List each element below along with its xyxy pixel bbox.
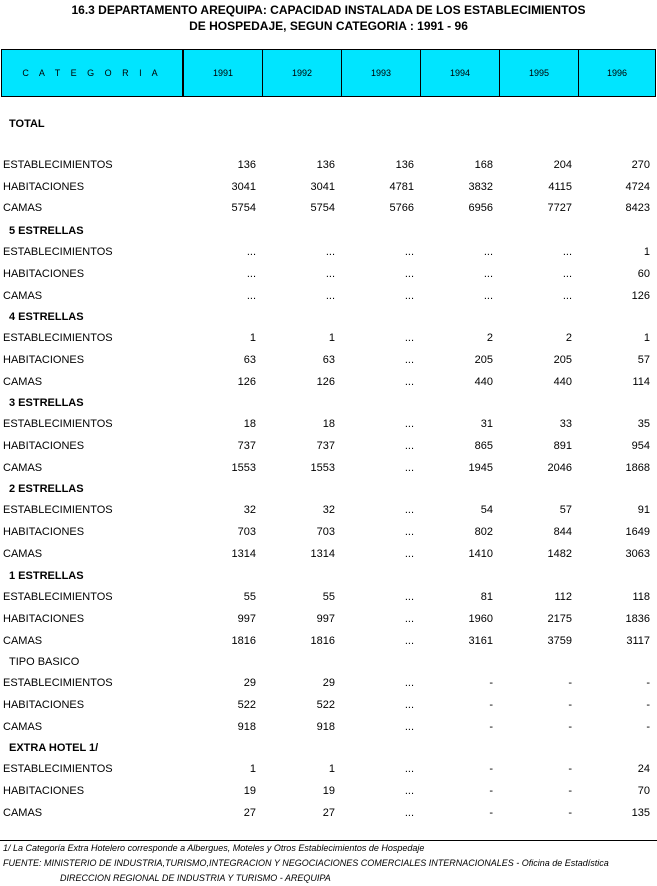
cell-value-1994: 1945	[468, 462, 493, 474]
cell-value-1993: ...	[404, 613, 414, 625]
cell-value-1991: 1	[249, 763, 256, 775]
table-row	[0, 502, 657, 518]
cell-value-1992: 18	[322, 418, 335, 430]
cell-value-1992: 5754	[310, 202, 335, 214]
cell-value-1995: 1482	[547, 548, 572, 560]
cell-value-1993: ...	[404, 635, 414, 647]
cell-value-1991: 3041	[231, 181, 256, 193]
cell-value-1996: 118	[632, 591, 650, 603]
cell-value-1992: 1314	[310, 548, 335, 560]
header-year-1995: 1995	[500, 50, 579, 96]
cell-value-1994: 1960	[468, 613, 493, 625]
row-label: CAMAS	[3, 462, 43, 474]
cell-value-1995: 33	[559, 418, 572, 430]
cell-value-1996: 126	[631, 290, 650, 302]
cell-value-1996: -	[646, 699, 650, 711]
cell-value-1996: -	[646, 677, 650, 689]
cell-value-1995: 7727	[547, 202, 572, 214]
table-row	[0, 783, 657, 799]
cell-value-1994: 31	[480, 418, 493, 430]
table-row	[0, 266, 657, 282]
cell-value-1995: 4115	[548, 181, 572, 193]
cell-value-1992: 703	[316, 526, 335, 538]
table-row	[0, 460, 657, 476]
cell-value-1992: 1816	[310, 635, 335, 647]
cell-value-1996: 270	[631, 159, 650, 171]
table-row	[0, 200, 657, 216]
header-year-1994: 1994	[421, 50, 500, 96]
cell-value-1992: ...	[325, 246, 335, 258]
cell-value-1996: 1649	[625, 526, 650, 538]
cell-value-1996: 70	[637, 785, 650, 797]
cell-value-1995: ...	[562, 290, 572, 302]
cell-value-1995: 891	[553, 440, 572, 452]
cell-value-1994: 2	[486, 332, 493, 344]
cell-value-1995: 204	[553, 159, 572, 171]
cell-value-1995: ...	[562, 268, 572, 280]
row-label: ESTABLECIMIENTOS	[3, 246, 113, 258]
cell-value-1994: 205	[474, 354, 493, 366]
cell-value-1993: ...	[404, 763, 414, 775]
table-row	[0, 179, 657, 195]
row-label: CAMAS	[3, 548, 43, 560]
cell-value-1995: -	[568, 721, 572, 733]
cell-value-1992: 136	[316, 159, 335, 171]
cell-value-1991: 703	[237, 526, 256, 538]
cell-value-1993: ...	[404, 591, 414, 603]
cell-value-1995: 844	[553, 526, 572, 538]
cell-value-1991: 29	[243, 677, 256, 689]
cell-value-1996: 954	[631, 440, 650, 452]
cell-value-1992: 63	[322, 354, 335, 366]
cell-value-1993: ...	[404, 332, 414, 344]
footnote: 1/ La Categoría Extra Hotelero corresponde a Albergues, Moteles y Otros Establecimientos de Hospedaje	[3, 843, 425, 853]
cell-value-1992: 997	[316, 613, 335, 625]
table-row	[0, 330, 657, 346]
cell-value-1994: 3161	[468, 635, 493, 647]
cell-value-1994: 802	[474, 526, 493, 538]
cell-value-1993: ...	[404, 354, 414, 366]
table-row	[0, 805, 657, 821]
cell-value-1994: -	[489, 699, 493, 711]
section-heading: EXTRA HOTEL 1/	[9, 742, 99, 754]
cell-value-1993: ...	[404, 418, 414, 430]
table-row	[0, 761, 657, 777]
row-label: ESTABLECIMIENTOS	[3, 677, 113, 689]
cell-value-1995: 440	[553, 376, 572, 388]
cell-value-1994: ...	[483, 246, 493, 258]
cell-value-1996: 114	[632, 376, 650, 388]
table-row	[0, 524, 657, 540]
cell-value-1992: 27	[322, 807, 335, 819]
cell-value-1992: ...	[325, 290, 335, 302]
row-label: HABITACIONES	[3, 268, 85, 280]
cell-value-1996: 35	[637, 418, 650, 430]
row-label: CAMAS	[3, 376, 43, 388]
cell-value-1994: -	[489, 677, 493, 689]
table-row	[0, 675, 657, 691]
cell-value-1992: 1	[328, 763, 335, 775]
header-year-1993: 1993	[342, 50, 421, 96]
cell-value-1991: 522	[237, 699, 256, 711]
cell-value-1992: 55	[322, 591, 335, 603]
cell-value-1993: ...	[404, 440, 414, 452]
cell-value-1991: 18	[243, 418, 256, 430]
cell-value-1994: 865	[474, 440, 493, 452]
cell-value-1993: ...	[404, 785, 414, 797]
row-label: CAMAS	[3, 807, 43, 819]
section-heading: 5 ESTRELLAS	[9, 225, 84, 237]
cell-value-1995: -	[568, 785, 572, 797]
cell-value-1993: ...	[404, 807, 414, 819]
row-label: HABITACIONES	[3, 785, 85, 797]
section-heading: TIPO BASICO	[9, 656, 80, 668]
cell-value-1993: 4781	[389, 181, 414, 193]
table-row	[0, 633, 657, 649]
cell-value-1992: 32	[322, 504, 335, 516]
cell-value-1996: 1	[643, 332, 650, 344]
header-category: C A T E G O R I A	[2, 50, 184, 96]
cell-value-1996: 57	[637, 354, 650, 366]
cell-value-1993: ...	[404, 526, 414, 538]
cell-value-1991: 1816	[231, 635, 256, 647]
table-row	[0, 697, 657, 713]
cell-value-1991: 918	[237, 721, 256, 733]
cell-value-1996: 3117	[626, 635, 650, 647]
cell-value-1994: -	[489, 807, 493, 819]
source-line-2: DIRECCION REGIONAL DE INDUSTRIA Y TURISMO - AREQUIPA	[60, 873, 331, 883]
table-row	[0, 416, 657, 432]
cell-value-1995: 57	[559, 504, 572, 516]
footer-divider	[0, 840, 657, 841]
cell-value-1996: 3063	[625, 548, 650, 560]
cell-value-1991: 1553	[231, 462, 256, 474]
cell-value-1991: 19	[243, 785, 256, 797]
cell-value-1993: ...	[404, 721, 414, 733]
cell-value-1993: ...	[404, 462, 414, 474]
cell-value-1995: 3759	[547, 635, 572, 647]
cell-value-1991: 5754	[231, 202, 256, 214]
cell-value-1992: 1553	[310, 462, 335, 474]
row-label: ESTABLECIMIENTOS	[3, 763, 113, 775]
cell-value-1994: -	[489, 721, 493, 733]
section-heading: TOTAL	[9, 118, 45, 130]
cell-value-1991: 1	[249, 332, 256, 344]
cell-value-1995: 2046	[547, 462, 572, 474]
cell-value-1995: -	[568, 807, 572, 819]
table-row	[0, 374, 657, 390]
table-row	[0, 719, 657, 735]
cell-value-1991: 27	[243, 807, 256, 819]
table-row	[0, 438, 657, 454]
cell-value-1993: ...	[404, 548, 414, 560]
row-label: CAMAS	[3, 202, 43, 214]
cell-value-1996: 135	[631, 807, 650, 819]
cell-value-1991: 1314	[231, 548, 256, 560]
cell-value-1995: -	[568, 763, 572, 775]
cell-value-1992: 29	[322, 677, 335, 689]
cell-value-1996: 8423	[625, 202, 650, 214]
table-row	[0, 589, 657, 605]
cell-value-1991: 55	[243, 591, 256, 603]
cell-value-1994: 1410	[468, 548, 493, 560]
row-label: ESTABLECIMIENTOS	[3, 504, 113, 516]
cell-value-1995: ...	[562, 246, 572, 258]
cell-value-1991: 136	[237, 159, 256, 171]
cell-value-1993: ...	[404, 376, 414, 388]
row-label: ESTABLECIMIENTOS	[3, 418, 113, 430]
cell-value-1992: 522	[316, 699, 335, 711]
table-row	[0, 157, 657, 173]
cell-value-1991: 126	[237, 376, 256, 388]
cell-value-1994: ...	[483, 290, 493, 302]
cell-value-1991: ...	[246, 246, 256, 258]
cell-value-1993: ...	[404, 699, 414, 711]
cell-value-1993: ...	[404, 290, 414, 302]
table-row	[0, 546, 657, 562]
cell-value-1994: 440	[474, 376, 493, 388]
cell-value-1996: 91	[637, 504, 650, 516]
row-label: ESTABLECIMIENTOS	[3, 591, 113, 603]
row-label: CAMAS	[3, 721, 43, 733]
cell-value-1992: 1	[328, 332, 335, 344]
table-title-line-2: DE HOSPEDAJE, SEGUN CATEGORIA : 1991 - 96	[189, 19, 468, 33]
cell-value-1996: 24	[637, 763, 650, 775]
cell-value-1991: 737	[237, 440, 256, 452]
cell-value-1996: 1	[643, 246, 650, 258]
row-label: HABITACIONES	[3, 181, 85, 193]
cell-value-1992: 737	[316, 440, 335, 452]
cell-value-1993: ...	[404, 268, 414, 280]
cell-value-1992: 3041	[310, 181, 335, 193]
cell-value-1992: 126	[316, 376, 335, 388]
cell-value-1991: 32	[243, 504, 256, 516]
cell-value-1991: 997	[237, 613, 256, 625]
cell-value-1993: ...	[404, 246, 414, 258]
section-heading: 3 ESTRELLAS	[9, 397, 84, 409]
cell-value-1994: 54	[480, 504, 493, 516]
cell-value-1995: -	[568, 699, 572, 711]
cell-value-1993: 136	[395, 159, 414, 171]
cell-value-1993: ...	[404, 504, 414, 516]
table-row	[0, 352, 657, 368]
table-title-line-1: 16.3 DEPARTAMENTO AREQUIPA: CAPACIDAD INSTALADA DE LOS ESTABLECIMIENTOS	[71, 3, 586, 17]
table-header	[1, 49, 656, 97]
cell-value-1991: ...	[246, 290, 256, 302]
cell-value-1994: 168	[474, 159, 493, 171]
table-row	[0, 288, 657, 304]
cell-value-1995: 112	[554, 591, 572, 603]
section-heading: 1 ESTRELLAS	[9, 570, 84, 582]
cell-value-1996: 1868	[625, 462, 650, 474]
cell-value-1994: ...	[483, 268, 493, 280]
cell-value-1992: 918	[316, 721, 335, 733]
row-label: HABITACIONES	[3, 699, 85, 711]
row-label: ESTABLECIMIENTOS	[3, 159, 113, 171]
cell-value-1996: 1836	[625, 613, 650, 625]
row-label: HABITACIONES	[3, 526, 85, 538]
cell-value-1994: 81	[480, 591, 493, 603]
cell-value-1995: -	[568, 677, 572, 689]
cell-value-1996: -	[646, 721, 650, 733]
table-row	[0, 244, 657, 260]
cell-value-1991: ...	[246, 268, 256, 280]
row-label: CAMAS	[3, 635, 43, 647]
row-label: HABITACIONES	[3, 354, 85, 366]
cell-value-1995: 205	[553, 354, 572, 366]
cell-value-1996: 4724	[625, 181, 650, 193]
source-line: FUENTE: MINISTERIO DE INDUSTRIA,TURISMO,INTEGRACION Y NEGOCIACIONES COMERCIALES INTERNACIONALES - Oficina de Estadística	[3, 858, 609, 868]
cell-value-1994: 6956	[468, 202, 493, 214]
row-label: ESTABLECIMIENTOS	[3, 332, 113, 344]
cell-value-1993: ...	[404, 677, 414, 689]
cell-value-1996: 60	[637, 268, 650, 280]
cell-value-1995: 2	[565, 332, 572, 344]
cell-value-1995: 2175	[547, 613, 572, 625]
section-heading: 2 ESTRELLAS	[9, 483, 84, 495]
cell-value-1991: 63	[243, 354, 256, 366]
section-heading: 4 ESTRELLAS	[9, 311, 84, 323]
row-label: CAMAS	[3, 290, 43, 302]
cell-value-1993: 5766	[389, 202, 414, 214]
cell-value-1992: 19	[322, 785, 335, 797]
cell-value-1992: ...	[325, 268, 335, 280]
header-year-1996: 1996	[606, 68, 628, 78]
row-label: HABITACIONES	[3, 613, 85, 625]
header-year-1992: 1992	[263, 50, 342, 96]
row-label: HABITACIONES	[3, 440, 85, 452]
header-year-1991: 1991	[184, 50, 263, 96]
cell-value-1994: -	[489, 785, 493, 797]
cell-value-1994: -	[489, 763, 493, 775]
table-row	[0, 611, 657, 627]
cell-value-1994: 3832	[468, 181, 493, 193]
